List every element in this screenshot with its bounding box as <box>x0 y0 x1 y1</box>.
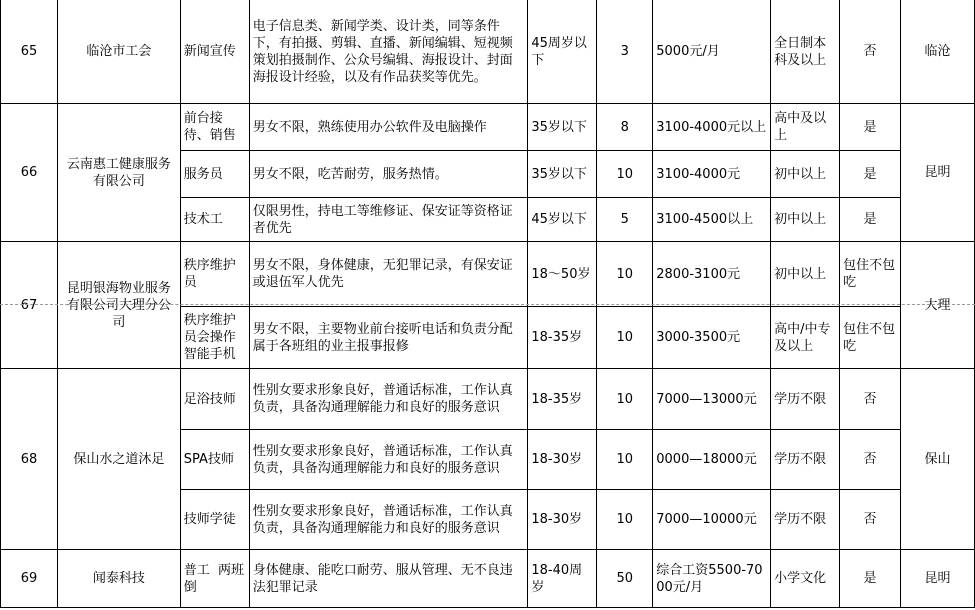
education-cell[interactable]: 全日制本科及以上 <box>771 0 840 104</box>
position-cell[interactable]: 新闻宣传 <box>180 0 249 104</box>
age-cell[interactable]: 45岁以下 <box>528 198 597 242</box>
salary-cell[interactable]: 5000元/月 <box>653 0 771 104</box>
age-cell[interactable]: 18-35岁 <box>528 307 597 369</box>
education-cell[interactable]: 初中以上 <box>771 198 840 242</box>
salary-cell[interactable]: 2800-3100元 <box>653 242 771 307</box>
age-cell[interactable]: 18-40周岁 <box>528 550 597 608</box>
table-row <box>1 242 975 307</box>
age-cell[interactable]: 18-30岁 <box>528 490 597 550</box>
location-cell[interactable]: 临沧 <box>901 0 975 104</box>
company-cell[interactable]: 保山水之道沐足 <box>57 369 180 550</box>
age-cell[interactable]: 45周岁以下 <box>528 0 597 104</box>
position-cell[interactable]: SPA技师 <box>180 430 249 490</box>
position-cell[interactable]: 服务员 <box>180 151 249 198</box>
education-cell[interactable]: 初中以上 <box>771 151 840 198</box>
requirement-cell[interactable]: 性别女要求形象良好，普通话标准，工作认真负责，具备沟通理解能力和良好的服务意识 <box>249 490 528 550</box>
salary-cell[interactable]: 综合工资5500-7000元/月 <box>653 550 771 608</box>
position-cell[interactable]: 秩序维护员会操作智能手机 <box>180 307 249 369</box>
company-cell[interactable]: 昆明银海物业服务有限公司大理分公司 <box>57 242 180 369</box>
count-cell[interactable]: 5 <box>597 198 653 242</box>
lodging-cell[interactable]: 否 <box>840 0 901 104</box>
salary-cell[interactable]: 3000-3500元 <box>653 307 771 369</box>
requirement-cell[interactable]: 男女不限，熟练使用办公软件及电脑操作 <box>249 104 528 151</box>
table-row <box>1 104 975 151</box>
count-cell[interactable]: 10 <box>597 490 653 550</box>
location-cell[interactable]: 保山 <box>901 369 975 550</box>
lodging-cell[interactable]: 包住不包吃 <box>840 242 901 307</box>
lodging-cell[interactable]: 是 <box>840 151 901 198</box>
education-cell[interactable]: 学历不限 <box>771 369 840 430</box>
location-cell[interactable]: 昆明 <box>901 550 975 608</box>
location-cell[interactable]: 大理 <box>901 242 975 369</box>
lodging-cell[interactable]: 是 <box>840 104 901 151</box>
salary-cell[interactable]: 0000—18000元 <box>653 430 771 490</box>
education-cell[interactable]: 学历不限 <box>771 430 840 490</box>
requirement-cell[interactable]: 性别女要求形象良好，普通话标准，工作认真负责，具备沟通理解能力和良好的服务意识 <box>249 369 528 430</box>
salary-cell[interactable]: 7000—13000元 <box>653 369 771 430</box>
requirement-cell[interactable]: 电子信息类、新闻学类、设计类，同等条件下，有拍摄、剪辑、直播、新闻编辑、短视频策划拍摄制作、公众号编辑、海报设计、封面海报设计经验，以及有作品获奖等优先。 <box>249 0 528 104</box>
lodging-cell[interactable]: 否 <box>840 369 901 430</box>
education-cell[interactable]: 高中/中专及以上 <box>771 307 840 369</box>
age-cell[interactable]: 18-30岁 <box>528 430 597 490</box>
age-cell[interactable]: 18～50岁 <box>528 242 597 307</box>
education-cell[interactable]: 初中以上 <box>771 242 840 307</box>
lodging-cell[interactable]: 否 <box>840 430 901 490</box>
salary-cell[interactable]: 3100-4500以上 <box>653 198 771 242</box>
position-cell[interactable]: 普工 两班倒 <box>180 550 249 608</box>
position-cell[interactable]: 足浴技师 <box>180 369 249 430</box>
education-cell[interactable]: 小学文化 <box>771 550 840 608</box>
count-cell[interactable]: 10 <box>597 307 653 369</box>
requirement-cell[interactable]: 男女不限，吃苦耐劳，服务热情。 <box>249 151 528 198</box>
position-cell[interactable]: 技术工 <box>180 198 249 242</box>
count-cell[interactable]: 3 <box>597 0 653 104</box>
company-cell[interactable]: 闻泰科技 <box>57 550 180 608</box>
count-cell[interactable]: 10 <box>597 369 653 430</box>
position-cell[interactable]: 秩序维护员 <box>180 242 249 307</box>
row-number-cell[interactable]: 68 <box>1 369 58 550</box>
company-cell[interactable]: 云南惠工健康服务有限公司 <box>57 104 180 242</box>
age-cell[interactable]: 35岁以下 <box>528 104 597 151</box>
education-cell[interactable]: 学历不限 <box>771 490 840 550</box>
age-cell[interactable]: 18-35岁 <box>528 369 597 430</box>
count-cell[interactable]: 50 <box>597 550 653 608</box>
position-cell[interactable]: 前台接待、销售 <box>180 104 249 151</box>
row-number-cell[interactable]: 65 <box>1 0 58 104</box>
count-cell[interactable]: 10 <box>597 151 653 198</box>
lodging-cell[interactable]: 是 <box>840 198 901 242</box>
requirement-cell[interactable]: 性别女要求形象良好，普通话标准，工作认真负责，具备沟通理解能力和良好的服务意识 <box>249 430 528 490</box>
position-cell[interactable]: 技师学徒 <box>180 490 249 550</box>
salary-cell[interactable]: 3100-4000元 <box>653 151 771 198</box>
salary-cell[interactable]: 3100-4000元以上 <box>653 104 771 151</box>
lodging-cell[interactable]: 包住不包吃 <box>840 307 901 369</box>
lodging-cell[interactable]: 否 <box>840 490 901 550</box>
count-cell[interactable]: 10 <box>597 430 653 490</box>
requirement-cell[interactable]: 仅限男性，持电工等维修证、保安证等资格证者优先 <box>249 198 528 242</box>
table-row <box>1 369 975 430</box>
row-number-cell[interactable]: 69 <box>1 550 58 608</box>
table-row <box>1 0 975 104</box>
age-cell[interactable]: 35岁以下 <box>528 151 597 198</box>
education-cell[interactable]: 高中及以上 <box>771 104 840 151</box>
count-cell[interactable]: 8 <box>597 104 653 151</box>
requirement-cell[interactable]: 男女不限，主要物业前台接听电话和负责分配属于各班组的业主报事报修 <box>249 307 528 369</box>
location-cell[interactable]: 昆明 <box>901 104 975 242</box>
row-number-cell[interactable]: 66 <box>1 104 58 242</box>
salary-cell[interactable]: 7000—10000元 <box>653 490 771 550</box>
company-cell[interactable]: 临沧市工会 <box>57 0 180 104</box>
count-cell[interactable]: 10 <box>597 242 653 307</box>
requirement-cell[interactable]: 身体健康、能吃口耐劳、服从管理、无不良违法犯罪记录 <box>249 550 528 608</box>
row-number-cell[interactable]: 67 <box>1 242 58 369</box>
requirement-cell[interactable]: 男女不限，身体健康，无犯罪记录，有保安证或退伍军人优先 <box>249 242 528 307</box>
lodging-cell[interactable]: 是 <box>840 550 901 608</box>
table-row <box>1 550 975 608</box>
